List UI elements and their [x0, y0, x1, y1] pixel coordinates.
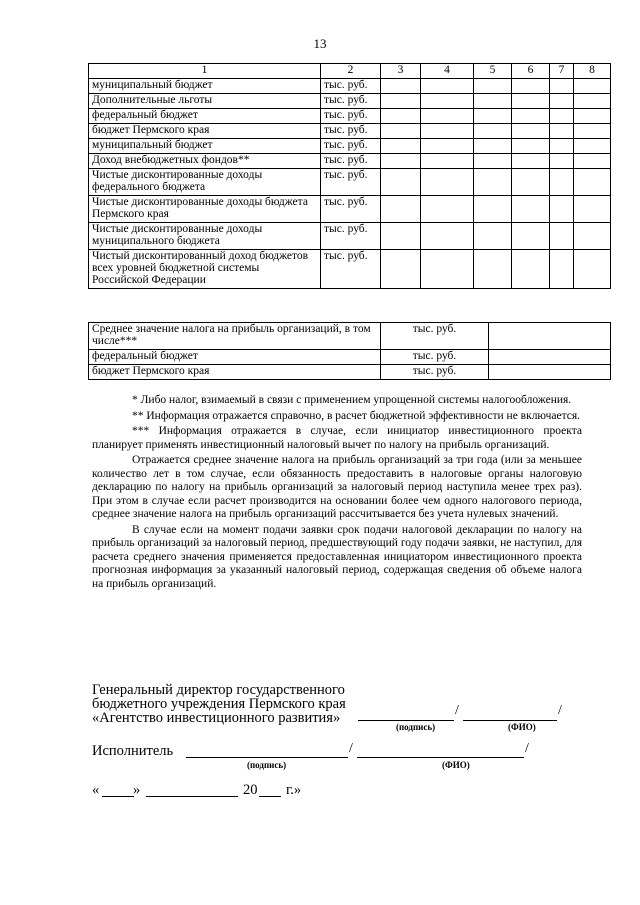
table-cell — [474, 250, 512, 289]
table-cell — [421, 250, 474, 289]
date-year-suffix: г.» — [286, 782, 302, 798]
table-row — [89, 350, 611, 365]
row-unit: тыс. руб. — [321, 124, 381, 139]
table-cell — [421, 196, 474, 223]
director-title-line: «Агентство инвестиционного развития» — [92, 710, 341, 726]
table-cell — [512, 169, 550, 196]
table-cell — [512, 109, 550, 124]
table-cell — [574, 124, 611, 139]
footnote-paragraph: * Либо налог, взимаемый в связи с применением упрощенной системы налогообложения. — [132, 394, 572, 406]
row-unit: тыс. руб. — [381, 323, 489, 350]
row-unit: тыс. руб. — [321, 250, 381, 289]
row-unit: тыс. руб. — [321, 196, 381, 223]
row-label: бюджет Пермского края — [89, 365, 381, 380]
name-caption: (ФИО) — [508, 722, 536, 732]
table-cell — [421, 223, 474, 250]
row-unit: тыс. руб. — [321, 79, 381, 94]
table-cell — [550, 79, 574, 94]
column-header: 7 — [550, 64, 574, 79]
table-cell — [512, 223, 550, 250]
date-month-line[interactable] — [146, 783, 238, 797]
table-row — [89, 169, 611, 196]
table-cell — [381, 250, 421, 289]
table-cell — [512, 154, 550, 169]
table-cell — [421, 139, 474, 154]
table-cell — [550, 154, 574, 169]
page-number: 13 — [313, 36, 327, 51]
table-cell — [550, 109, 574, 124]
table-row — [89, 139, 611, 154]
table-cell — [381, 124, 421, 139]
table-cell — [574, 196, 611, 223]
footnote-paragraph: В случае если на момент подачи заявки срок подачи налоговой декларации по налогу на прибыль организаций за налоговый период, предшествующий году подачи заявки, не наступил, для расчета среднего значения применяется предоставленная инициатором инвестиционного проекта прогнозная информация за указанный налоговый период, содержащая сведения об объеме налога на прибыль организаций. — [92, 523, 582, 590]
table-cell — [512, 94, 550, 109]
table-cell — [474, 109, 512, 124]
table-row — [89, 196, 611, 223]
table-cell — [550, 169, 574, 196]
slash-separator: / — [525, 741, 529, 756]
column-header: 1 — [89, 64, 321, 79]
director-signature-line[interactable] — [358, 707, 454, 721]
row-label: федеральный бюджет — [89, 109, 321, 124]
table-cell — [550, 223, 574, 250]
table-cell — [421, 109, 474, 124]
table-cell — [574, 139, 611, 154]
table-cell — [550, 94, 574, 109]
table-cell — [474, 154, 512, 169]
row-unit: тыс. руб. — [321, 169, 381, 196]
row-label: Чистые дисконтированные доходы федерального бюджета — [89, 169, 321, 196]
table-cell — [474, 139, 512, 154]
signature-caption: (подпись) — [247, 760, 287, 770]
table-row — [89, 109, 611, 124]
table-cell — [381, 154, 421, 169]
column-header: 8 — [574, 64, 611, 79]
table-row — [89, 365, 611, 380]
table-cell — [512, 196, 550, 223]
table-cell — [574, 154, 611, 169]
table-cell — [550, 196, 574, 223]
table-cell — [421, 79, 474, 94]
name-caption: (ФИО) — [442, 760, 470, 770]
table-cell — [474, 223, 512, 250]
row-unit: тыс. руб. — [381, 350, 489, 365]
table-cell — [512, 124, 550, 139]
row-label: муниципальный бюджет — [89, 79, 321, 94]
table-cell — [574, 79, 611, 94]
row-label: Чистый дисконтированный доход бюджетов всех уровней бюджетной системы Российской Федерации — [89, 250, 321, 289]
footnote-paragraph: Отражается среднее значение налога на прибыль организаций за три года (или за меньшее количество лет в том случае, если обязанность предоставить в налоговые органы налоговую декларацию по налогу на прибыль организаций за налоговый период наступила менее трех раз). При этом в случае если расчет производится на основании более чем одного налогового периода, среднее значение налога на прибыль организаций рассчитывается без учета нулевых значений. — [92, 454, 582, 520]
column-header: 6 — [512, 64, 550, 79]
table-cell — [574, 109, 611, 124]
table-cell — [381, 196, 421, 223]
slash-separator: / — [558, 703, 562, 718]
director-title-line: Генеральный директор государственного — [92, 682, 345, 698]
table-cell — [512, 79, 550, 94]
table-cell — [512, 139, 550, 154]
table-cell — [574, 94, 611, 109]
indicators-table — [88, 63, 611, 289]
table-cell — [474, 79, 512, 94]
date-year-line[interactable] — [259, 783, 281, 797]
table-cell — [474, 124, 512, 139]
table-cell — [489, 365, 611, 380]
date-close-quote: » — [133, 782, 141, 798]
column-header: 3 — [381, 64, 421, 79]
table-row — [89, 223, 611, 250]
row-unit: тыс. руб. — [321, 109, 381, 124]
table-cell — [574, 169, 611, 196]
table-cell — [381, 169, 421, 196]
table-header-row — [89, 64, 611, 79]
date-year-prefix: 20 — [243, 782, 258, 798]
row-unit: тыс. руб. — [381, 365, 489, 380]
table-cell — [381, 94, 421, 109]
table-cell — [381, 223, 421, 250]
row-unit: тыс. руб. — [321, 139, 381, 154]
table-cell — [550, 139, 574, 154]
table-cell — [421, 124, 474, 139]
row-label: Дополнительные льготы — [89, 94, 321, 109]
table-cell — [381, 79, 421, 94]
table-row — [89, 250, 611, 289]
director-name-line[interactable] — [463, 707, 557, 721]
column-header: 2 — [321, 64, 381, 79]
row-label: муниципальный бюджет — [89, 139, 321, 154]
table-cell — [381, 139, 421, 154]
director-title-line: бюджетного учреждения Пермского края — [92, 696, 346, 712]
table-cell — [550, 250, 574, 289]
row-label: Чистые дисконтированные доходы муниципального бюджета — [89, 223, 321, 250]
footnotes — [92, 394, 582, 593]
slash-separator: / — [455, 703, 459, 718]
table-cell — [474, 196, 512, 223]
footnote-paragraph: *** Информация отражается в случае, если инициатор инвестиционного проекта планирует применять инвестиционный налоговый вычет по налогу на прибыль организаций. — [92, 425, 582, 451]
table-cell — [421, 94, 474, 109]
row-label: федеральный бюджет — [89, 350, 381, 365]
profit-tax-table — [88, 322, 611, 380]
table-cell — [489, 323, 611, 350]
row-unit: тыс. руб. — [321, 154, 381, 169]
executor-label: Исполнитель — [92, 743, 174, 759]
table-cell — [574, 250, 611, 289]
table-cell — [421, 169, 474, 196]
slash-separator: / — [349, 741, 353, 756]
table-cell — [474, 94, 512, 109]
table-row — [89, 323, 611, 350]
executor-name-line[interactable] — [357, 744, 524, 758]
table-cell — [381, 109, 421, 124]
table-cell — [489, 350, 611, 365]
column-header: 4 — [421, 64, 474, 79]
table-row — [89, 79, 611, 94]
row-label: Среднее значение налога на прибыль организаций, в том числе*** — [89, 323, 381, 350]
date-open-quote: « — [92, 782, 100, 798]
table-cell — [474, 169, 512, 196]
table-cell — [512, 250, 550, 289]
signature-caption: (подпись) — [396, 722, 436, 732]
date-day-line[interactable] — [102, 783, 134, 797]
row-unit: тыс. руб. — [321, 94, 381, 109]
row-label: Доход внебюджетных фондов** — [89, 154, 321, 169]
table-cell — [421, 154, 474, 169]
table-row — [89, 154, 611, 169]
table-cell — [574, 223, 611, 250]
column-header: 5 — [474, 64, 512, 79]
row-label: бюджет Пермского края — [89, 124, 321, 139]
table-cell — [550, 124, 574, 139]
row-label: Чистые дисконтированные доходы бюджета Пермского края — [89, 196, 321, 223]
executor-signature-line[interactable] — [186, 744, 348, 758]
row-unit: тыс. руб. — [321, 223, 381, 250]
footnote-paragraph: ** Информация отражается справочно, в расчет бюджетной эффективности не включается. — [132, 409, 581, 422]
table-row — [89, 94, 611, 109]
table-row — [89, 124, 611, 139]
